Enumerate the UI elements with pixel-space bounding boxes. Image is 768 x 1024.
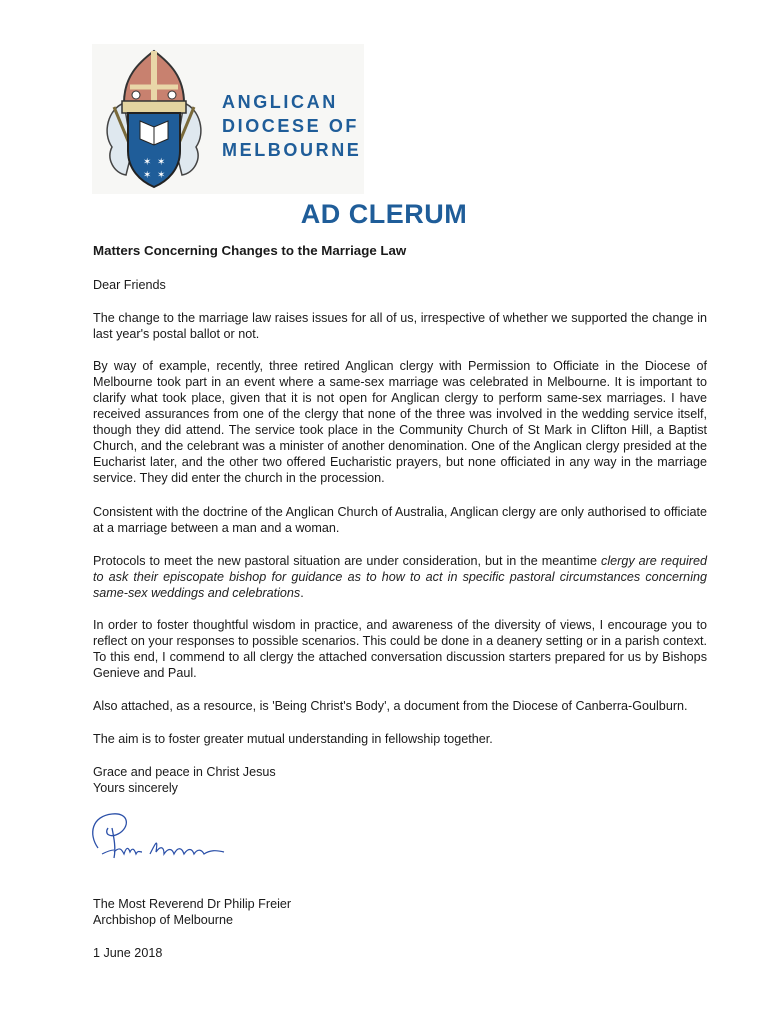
subject-line: Matters Concerning Changes to the Marriage Law: [93, 243, 407, 258]
svg-text:✶: ✶: [143, 157, 152, 168]
diocese-crest-icon: [98, 47, 210, 191]
paragraph-marriage-law: The change to the marriage law raises issues for all of us, irrespective of whether we supported the change in last year's postal ballot or not.: [93, 311, 707, 341]
diocese-logo: [92, 44, 364, 194]
org-name-line: DIOCESE OF: [222, 116, 360, 136]
organization-name: [222, 90, 361, 162]
closing-blessing: Grace and peace in Christ Jesus: [93, 765, 276, 779]
paragraph-resource: Also attached, as a resource, is 'Being Christ's Body', a document from the Diocese of Canberra-Goulburn.: [93, 699, 688, 713]
paragraph-doctrine: Consistent with the doctrine of the Anglican Church of Australia, Anglican clergy are only authorised to officiate at a marriage between a man and a woman.: [93, 505, 707, 535]
org-name-line: ANGLICAN: [222, 92, 338, 112]
paragraph-protocols: [93, 553, 707, 601]
protocols-italic: clergy are required to ask their episcopate bishop for guidance as to how to act in specific pastoral circumstances concerning same-sex weddings and celebrations: [93, 554, 707, 600]
svg-text:✶: ✶: [157, 170, 166, 181]
paragraph-example: By way of example, recently, three retired Anglican clergy with Permission to Officiate in the Diocese of Melbourne took part in an event where a same-sex marriage was celebrated in Melbourne. It is important to clarify what took place, given that it is not open for Anglican clergy to perform same-sex marriages. I have received assurances from one of the clergy that none of the three was involved in the wedding service itself, though they did attend. The service took place in the Community Church of St Mark in Clifton Hill, a Baptist Church, and the celebrant was a minister of another denomination. One of the Anglican clergy presided at the Eucharist later, and the other two offered Eucharistic prayers, but none officiated in any way in the marriage service. They did enter the church in the procession.: [93, 359, 707, 485]
paragraph-aim: The aim is to foster greater mutual understanding in fellowship together.: [93, 732, 493, 746]
protocols-text: Protocols to meet the new pastoral situation are under consideration, but in the meantime: [93, 554, 602, 568]
salutation: Dear Friends: [93, 278, 166, 292]
paragraph-wisdom: In order to foster thoughtful wisdom in practice, and awareness of the diversity of views, I encourage you to reflect on your responses to possible scenarios. This could be done in a deanery setting or in a parish context. To this end, I commend to all clergy the attached conversation discussion starters prepared for us by Bishops Genieve and Paul.: [93, 618, 707, 680]
letter-date: 1 June 2018: [93, 946, 163, 960]
signatory-title: Archbishop of Melbourne: [93, 913, 234, 927]
signature: [84, 808, 244, 872]
protocols-end: .: [300, 586, 304, 600]
svg-text:✶: ✶: [157, 157, 166, 168]
svg-text:✶: ✶: [143, 170, 152, 181]
org-name-line: MELBOURNE: [222, 140, 362, 160]
document-title: AD CLERUM: [300, 199, 468, 229]
signatory-name: The Most Reverend Dr Philip Freier: [93, 897, 292, 911]
closing-sincerely: Yours sincerely: [93, 781, 178, 795]
